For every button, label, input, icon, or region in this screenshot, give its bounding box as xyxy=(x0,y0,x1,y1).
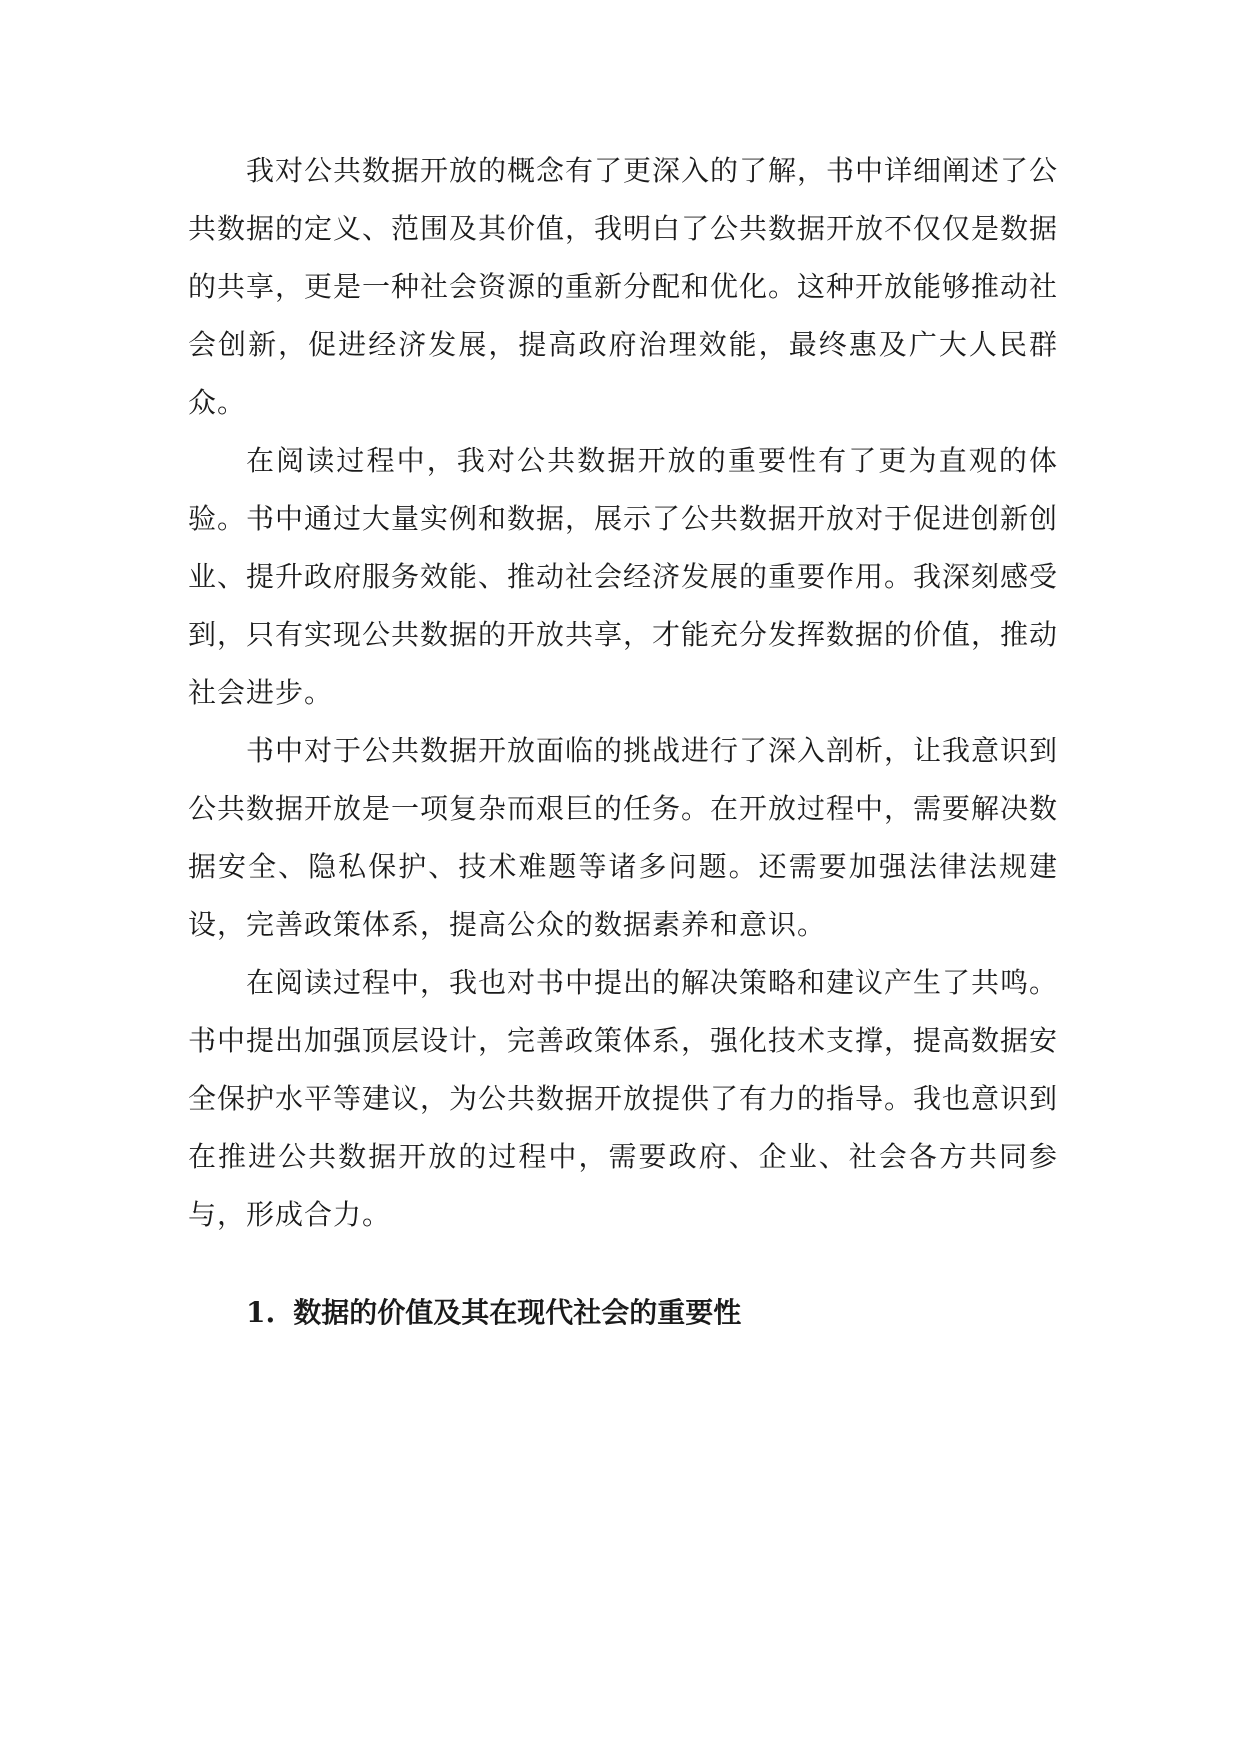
document-body xyxy=(188,142,1058,1342)
paragraph-3: 书中对于公共数据开放面临的挑战进行了深入剖析，让我意识到公共数据开放是一项复杂而艰巨的任务。在开放过程中，需要解决数据安全、隐私保护、技术难题等诸多问题。还需要加强法律法规建设，完善政策体系，提高公众的数据素养和意识。 xyxy=(188,734,1059,941)
paragraph-4: 在阅读过程中，我也对书中提出的解决策略和建议产生了共鸣。书中提出加强顶层设计，完善政策体系，强化技术支撑，提高数据安全保护水平等建议，为公共数据开放提供了有力的指导。我也意识到在推进公共数据开放的过程中，需要政府、企业、社会各方共同参与，形成合力。 xyxy=(188,966,1059,1231)
paragraph-1: 我对公共数据开放的概念有了更深入的了解，书中详细阐述了公共数据的定义、范围及其价值，我明白了公共数据开放不仅仅是数据的共享，更是一种社会资源的重新分配和优化。这种开放能够推动社会创新，促进经济发展，提高政府治理效能，最终惠及广大人民群众。 xyxy=(188,154,1059,419)
section-number: 1. xyxy=(246,1296,276,1329)
paragraph-2: 在阅读过程中，我对公共数据开放的重要性有了更为直观的体验。书中通过大量实例和数据，展示了公共数据开放对于促进创新创业、提升政府服务效能、推动社会经济发展的重要作用。我深刻感受到，只有实现公共数据的开放共享，才能充分发挥数据的价值，推动社会进步。 xyxy=(188,444,1059,709)
section-title: 数据的价值及其在现代社会的重要性 xyxy=(293,1296,742,1329)
section-heading xyxy=(188,1284,1058,1342)
